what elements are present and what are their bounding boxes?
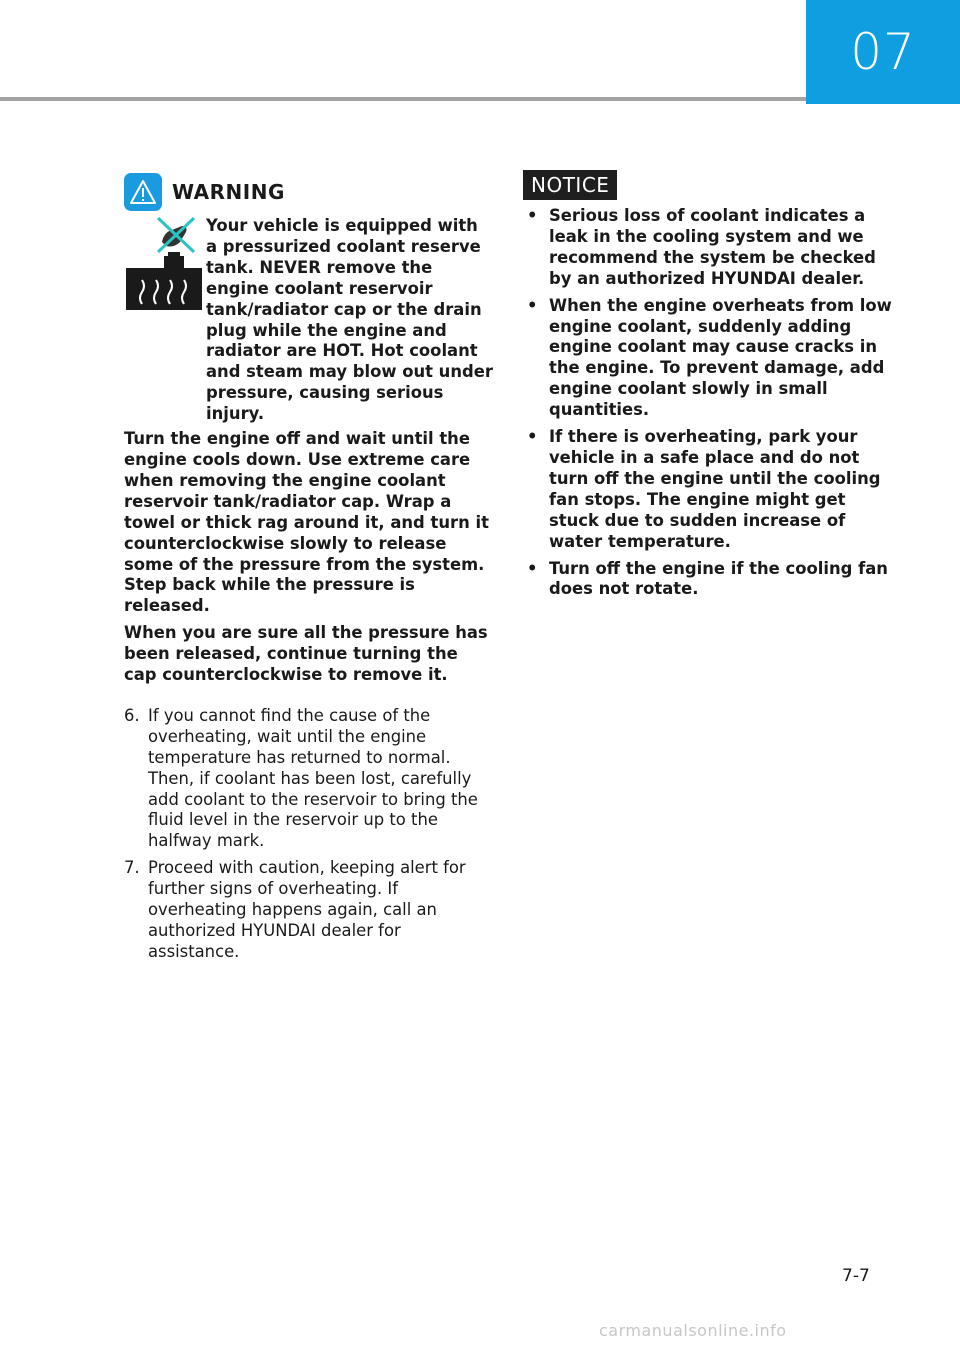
left-column bbox=[124, 172, 494, 969]
list-item bbox=[124, 858, 494, 963]
right-column bbox=[523, 170, 893, 606]
notice-item: When the engine overheats from low engine coolant, suddenly adding engine coolant may cause cracks in the engine. To prevent damage, add engine coolant slowly in small quantities. bbox=[549, 295, 892, 420]
watermark: carmanualsonline.info bbox=[599, 1321, 787, 1340]
notice-item: Serious loss of coolant indicates a leak in the cooling system and we recommend the system be checked by an authorized HYUNDAI dealer. bbox=[549, 206, 876, 288]
hot-radiator-cap-icon bbox=[124, 216, 204, 316]
step-number: 7. bbox=[124, 858, 140, 878]
warning-header bbox=[124, 172, 494, 212]
warning-body bbox=[124, 216, 494, 425]
notice-item: Turn off the engine if the cooling fan does not rotate. bbox=[549, 558, 888, 599]
list-item bbox=[523, 427, 893, 552]
page-number: 7-7 bbox=[842, 1266, 870, 1286]
step-text: Proceed with caution, keeping alert for further signs of overheating. If overheating happens again, call an authorized HYUNDAI dealer for assistance. bbox=[148, 858, 466, 961]
chapter-tab: 07 bbox=[806, 0, 960, 104]
bullet-icon: • bbox=[527, 206, 538, 225]
list-item bbox=[523, 206, 893, 290]
bullet-icon: • bbox=[527, 558, 538, 578]
bullet-icon: • bbox=[527, 295, 538, 315]
step-number: 6. bbox=[124, 705, 140, 725]
bullet-icon: • bbox=[527, 427, 538, 447]
warning-triangle-icon bbox=[124, 173, 162, 211]
notice-label: NOTICE bbox=[523, 170, 617, 200]
header-rule bbox=[0, 97, 806, 101]
step-text: If you cannot find the cause of the overheating, wait until the engine temperature has returned to normal. Then, if coolant has been lost, carefully add coolant to the reservoir to bring the fluid level in the reservoir up to the halfway mark. bbox=[148, 705, 478, 851]
step-list bbox=[124, 706, 494, 963]
list-item bbox=[124, 706, 494, 852]
list-item bbox=[523, 559, 893, 601]
notice-list bbox=[523, 206, 893, 600]
warning-text: Your vehicle is equipped with a pressurized coolant reserve tank. NEVER remove the engine coolant reservoir tank/radiator cap or the drain plug while the engine and radiator are HOT. Hot coolant and steam may blow out under pressure, causing serious injury. bbox=[206, 216, 493, 424]
instruction-paragraph: Turn the engine off and wait until the engine cools down. Use extreme care when removing the engine coolant reservoir tank/radiator cap. Wrap a towel or thick rag around it, and turn it counterclockwise slowly to release some of the pressure from the system. Step back while the pressure is released. bbox=[124, 429, 489, 616]
warning-title: WARNING bbox=[172, 180, 285, 204]
notice-item: If there is overheating, park your vehicle in a safe place and do not turn off the engine until the cooling fan stops. The engine might get stuck due to sudden increase of water temperature. bbox=[549, 427, 881, 551]
list-item bbox=[523, 296, 893, 421]
instruction-paragraph: When you are sure all the pressure has been released, continue turning the cap counterclockwise to remove it. bbox=[124, 623, 488, 685]
